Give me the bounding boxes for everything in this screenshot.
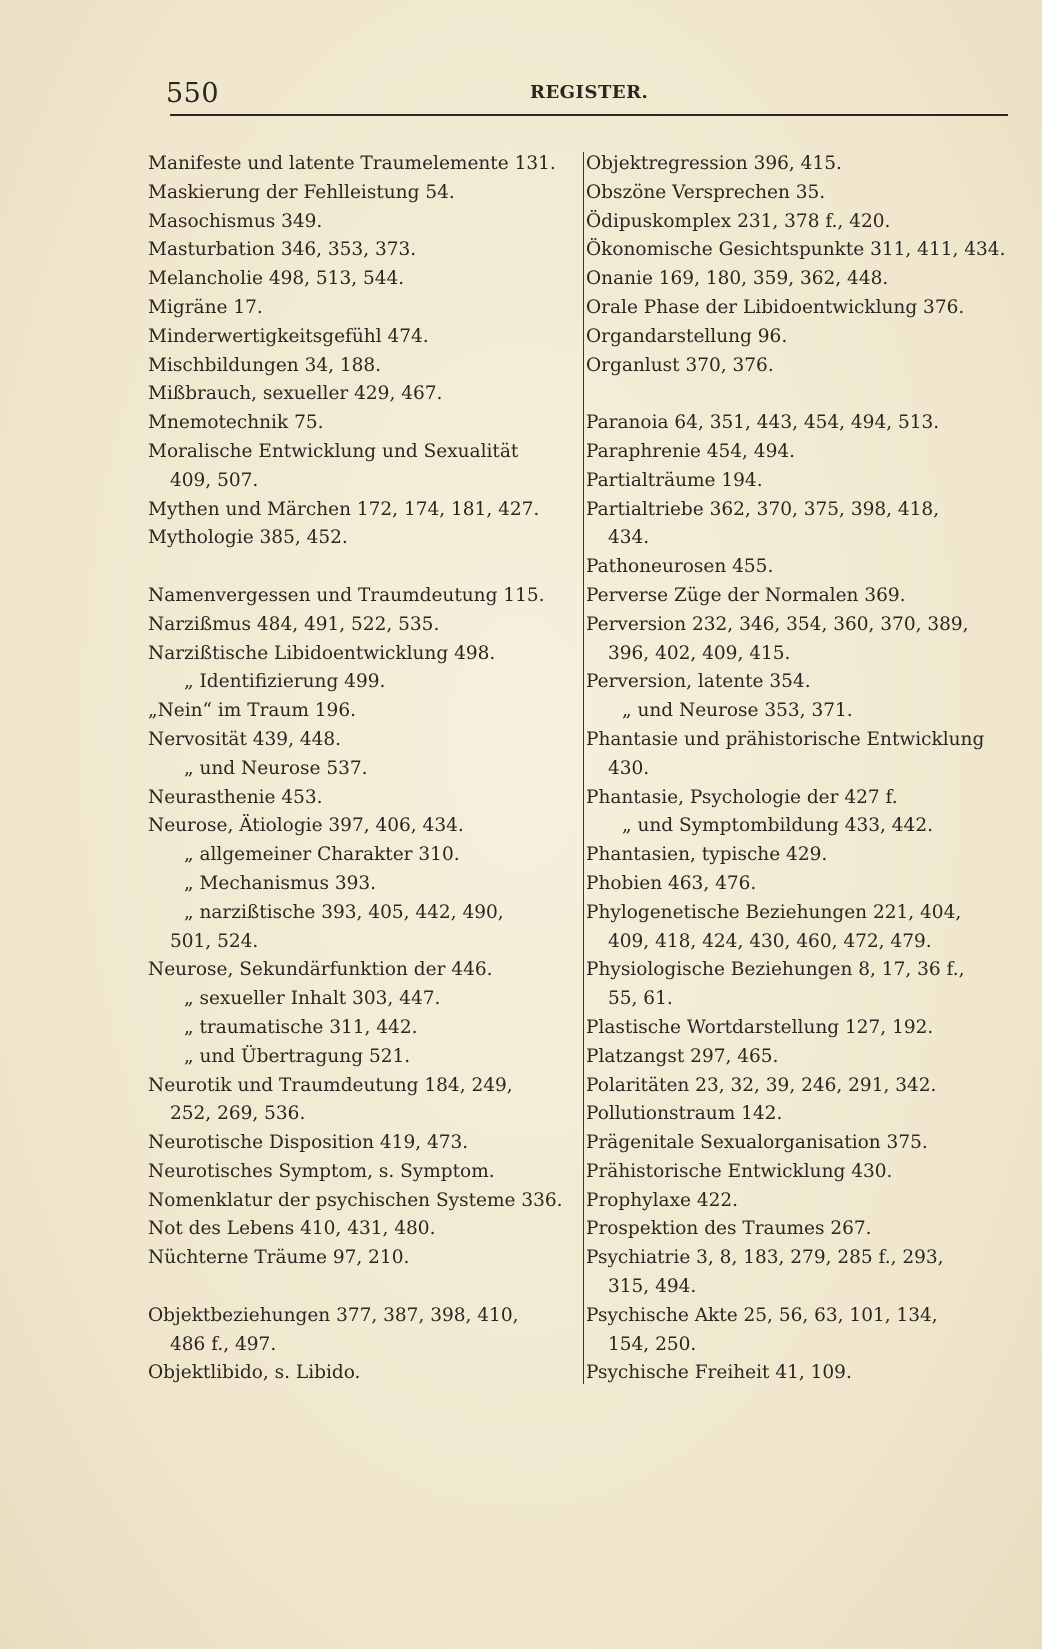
index-entry: Neurose, Sekundärfunktion der 446. [148, 959, 493, 981]
index-entry: Plastische Wortdarstellung 127, 192. [586, 1016, 934, 1038]
index-entry-continuation: 252, 269, 536. [170, 1103, 306, 1125]
index-entry: Prospektion des Traumes 267. [586, 1218, 872, 1240]
index-entry: Pathoneurosen 455. [586, 556, 774, 578]
index-entry: Phantasie und prähistorische Entwicklung [586, 728, 985, 750]
index-entry: Namenvergessen und Traumdeutung 115. [148, 584, 545, 606]
index-entry: Narzißtische Libidoentwicklung 498. [148, 642, 496, 664]
index-entry: Objektlibido, s. Libido. [148, 1362, 361, 1384]
index-entry: Masochismus 349. [148, 210, 323, 232]
index-entry-continuation: „ Mechanismus 393. [184, 872, 377, 894]
index-entry: Phobien 463, 476. [586, 872, 757, 894]
index-entry: Phantasien, typische 429. [586, 844, 828, 866]
index-entry: Psychische Akte 25, 56, 63, 101, 134, [586, 1304, 938, 1326]
index-entry: Manifeste und latente Traumelemente 131. [148, 153, 556, 174]
blank-line [148, 1273, 578, 1302]
index-entry: Objektbeziehungen 377, 387, 398, 410, [148, 1304, 519, 1326]
index-entry: Narzißmus 484, 491, 522, 535. [148, 613, 440, 635]
index-entry-continuation: „ narzißtische 393, 405, 442, 490, [184, 901, 504, 923]
index-entry: Partialträume 194. [586, 469, 763, 491]
index-entry-continuation: „ allgemeiner Charakter 310. [184, 844, 460, 866]
index-entry: Migräne 17. [148, 296, 263, 318]
index-entry: „Nein“ im Traum 196. [148, 700, 356, 722]
index-column-right [586, 150, 1010, 1388]
index-entry: Mischbildungen 34, 188. [148, 354, 382, 376]
index-entry: Neurose, Ätiologie 397, 406, 434. [148, 815, 464, 837]
index-entry: Physiologische Beziehungen 8, 17, 36 f., [586, 959, 965, 981]
index-entry: Neurotik und Traumdeutung 184, 249, [148, 1074, 513, 1096]
index-entry-continuation: 396, 402, 409, 415. [608, 642, 791, 664]
index-entry: Mnemotechnik 75. [148, 412, 324, 434]
index-entry-continuation: „ und Übertragung 521. [184, 1045, 411, 1067]
index-entry-continuation: 501, 524. [170, 930, 259, 952]
index-entry: Nomenklatur der psychischen Systeme 336. [148, 1189, 563, 1211]
index-entry: Moralische Entwicklung und Sexualität [148, 440, 519, 462]
index-entry: Partialtriebe 362, 370, 375, 398, 418, [586, 498, 940, 520]
running-head: REGISTER. [530, 82, 649, 103]
index-entry-continuation: 486 f., 497. [170, 1333, 277, 1355]
index-entry: Prähistorische Entwicklung 430. [586, 1160, 893, 1182]
index-entry-continuation: „ und Symptombildung 433, 442. [622, 815, 933, 837]
index-entry: Platzangst 297, 465. [586, 1045, 779, 1067]
index-entry: Objektregression 396, 415. [586, 153, 842, 174]
index-entry-continuation: 430. [608, 757, 650, 779]
index-entry: Neurotisches Symptom, s. Symptom. [148, 1160, 495, 1182]
index-entry: Perverse Züge der Normalen 369. [586, 584, 906, 606]
index-column-left [148, 150, 578, 1388]
blank-line [586, 380, 1010, 409]
index-entry-continuation: „ und Neurose 353, 371. [622, 700, 853, 722]
index-entry: Paranoia 64, 351, 443, 454, 494, 513. [586, 412, 940, 434]
index-entry-continuation: 154, 250. [608, 1333, 697, 1355]
index-entry-continuation: 434. [608, 527, 650, 549]
index-entry-continuation: „ traumatische 311, 442. [184, 1016, 418, 1038]
index-entry: Minderwertigkeitsgefühl 474. [148, 325, 429, 347]
index-entry: Nüchterne Träume 97, 210. [148, 1247, 410, 1269]
index-entry-continuation: „ Identifizierung 499. [184, 671, 386, 693]
index-entry-continuation: 55, 61. [608, 988, 673, 1010]
index-entry: Psychiatrie 3, 8, 183, 279, 285 f., 293, [586, 1247, 944, 1269]
index-entry: Maskierung der Fehlleistung 54. [148, 181, 455, 203]
index-entry: Ödipuskomplex 231, 378 f., 420. [586, 210, 891, 232]
index-entry: Polaritäten 23, 32, 39, 246, 291, 342. [586, 1074, 937, 1096]
index-entry-continuation: 315, 494. [608, 1276, 697, 1298]
index-entry: Pollutionstraum 142. [586, 1103, 783, 1125]
index-entry: Mißbrauch, sexueller 429, 467. [148, 383, 443, 405]
header-rule [170, 114, 1008, 116]
index-entry: Ökonomische Gesichtspunkte 311, 411, 434. [586, 239, 1006, 261]
index-entry: Mythologie 385, 452. [148, 527, 348, 549]
index-entry: Phantasie, Psychologie der 427 f. [586, 786, 898, 808]
index-entry: Masturbation 346, 353, 373. [148, 239, 417, 261]
index-entry: Neurasthenie 453. [148, 786, 323, 808]
blank-line [148, 553, 578, 582]
index-entry-continuation: 409, 418, 424, 430, 460, 472, 479. [608, 930, 932, 952]
index-entry: Melancholie 498, 513, 544. [148, 268, 405, 290]
index-entry: Prägenitale Sexualorganisation 375. [586, 1132, 928, 1154]
index-entry: Nervosität 439, 448. [148, 728, 342, 750]
index-entry: Neurotische Disposition 419, 473. [148, 1132, 469, 1154]
index-entry: Orale Phase der Libidoentwicklung 376. [586, 296, 965, 318]
index-entry: Mythen und Märchen 172, 174, 181, 427. [148, 498, 540, 520]
index-entry: Onanie 169, 180, 359, 362, 448. [586, 268, 889, 290]
index-entry: Psychische Freiheit 41, 109. [586, 1362, 852, 1384]
index-entry: Perversion, latente 354. [586, 671, 811, 693]
index-entry: Paraphrenie 454, 494. [586, 440, 795, 462]
index-entry: Perversion 232, 346, 354, 360, 370, 389, [586, 613, 969, 635]
index-entry: Organlust 370, 376. [586, 354, 774, 376]
index-entry-continuation: „ sexueller Inhalt 303, 447. [184, 988, 441, 1010]
index-entry: Prophylaxe 422. [586, 1189, 739, 1211]
index-entry: Organdarstellung 96. [586, 325, 788, 347]
index-entry: Phylogenetische Beziehungen 221, 404, [586, 901, 962, 923]
index-entry: Not des Lebens 410, 431, 480. [148, 1218, 436, 1240]
index-entry: Obszöne Versprechen 35. [586, 181, 826, 203]
index-entry-continuation: „ und Neurose 537. [184, 757, 368, 779]
page-number: 550 [166, 78, 220, 109]
column-divider [583, 152, 584, 1384]
index-entry-continuation: 409, 507. [170, 469, 259, 491]
